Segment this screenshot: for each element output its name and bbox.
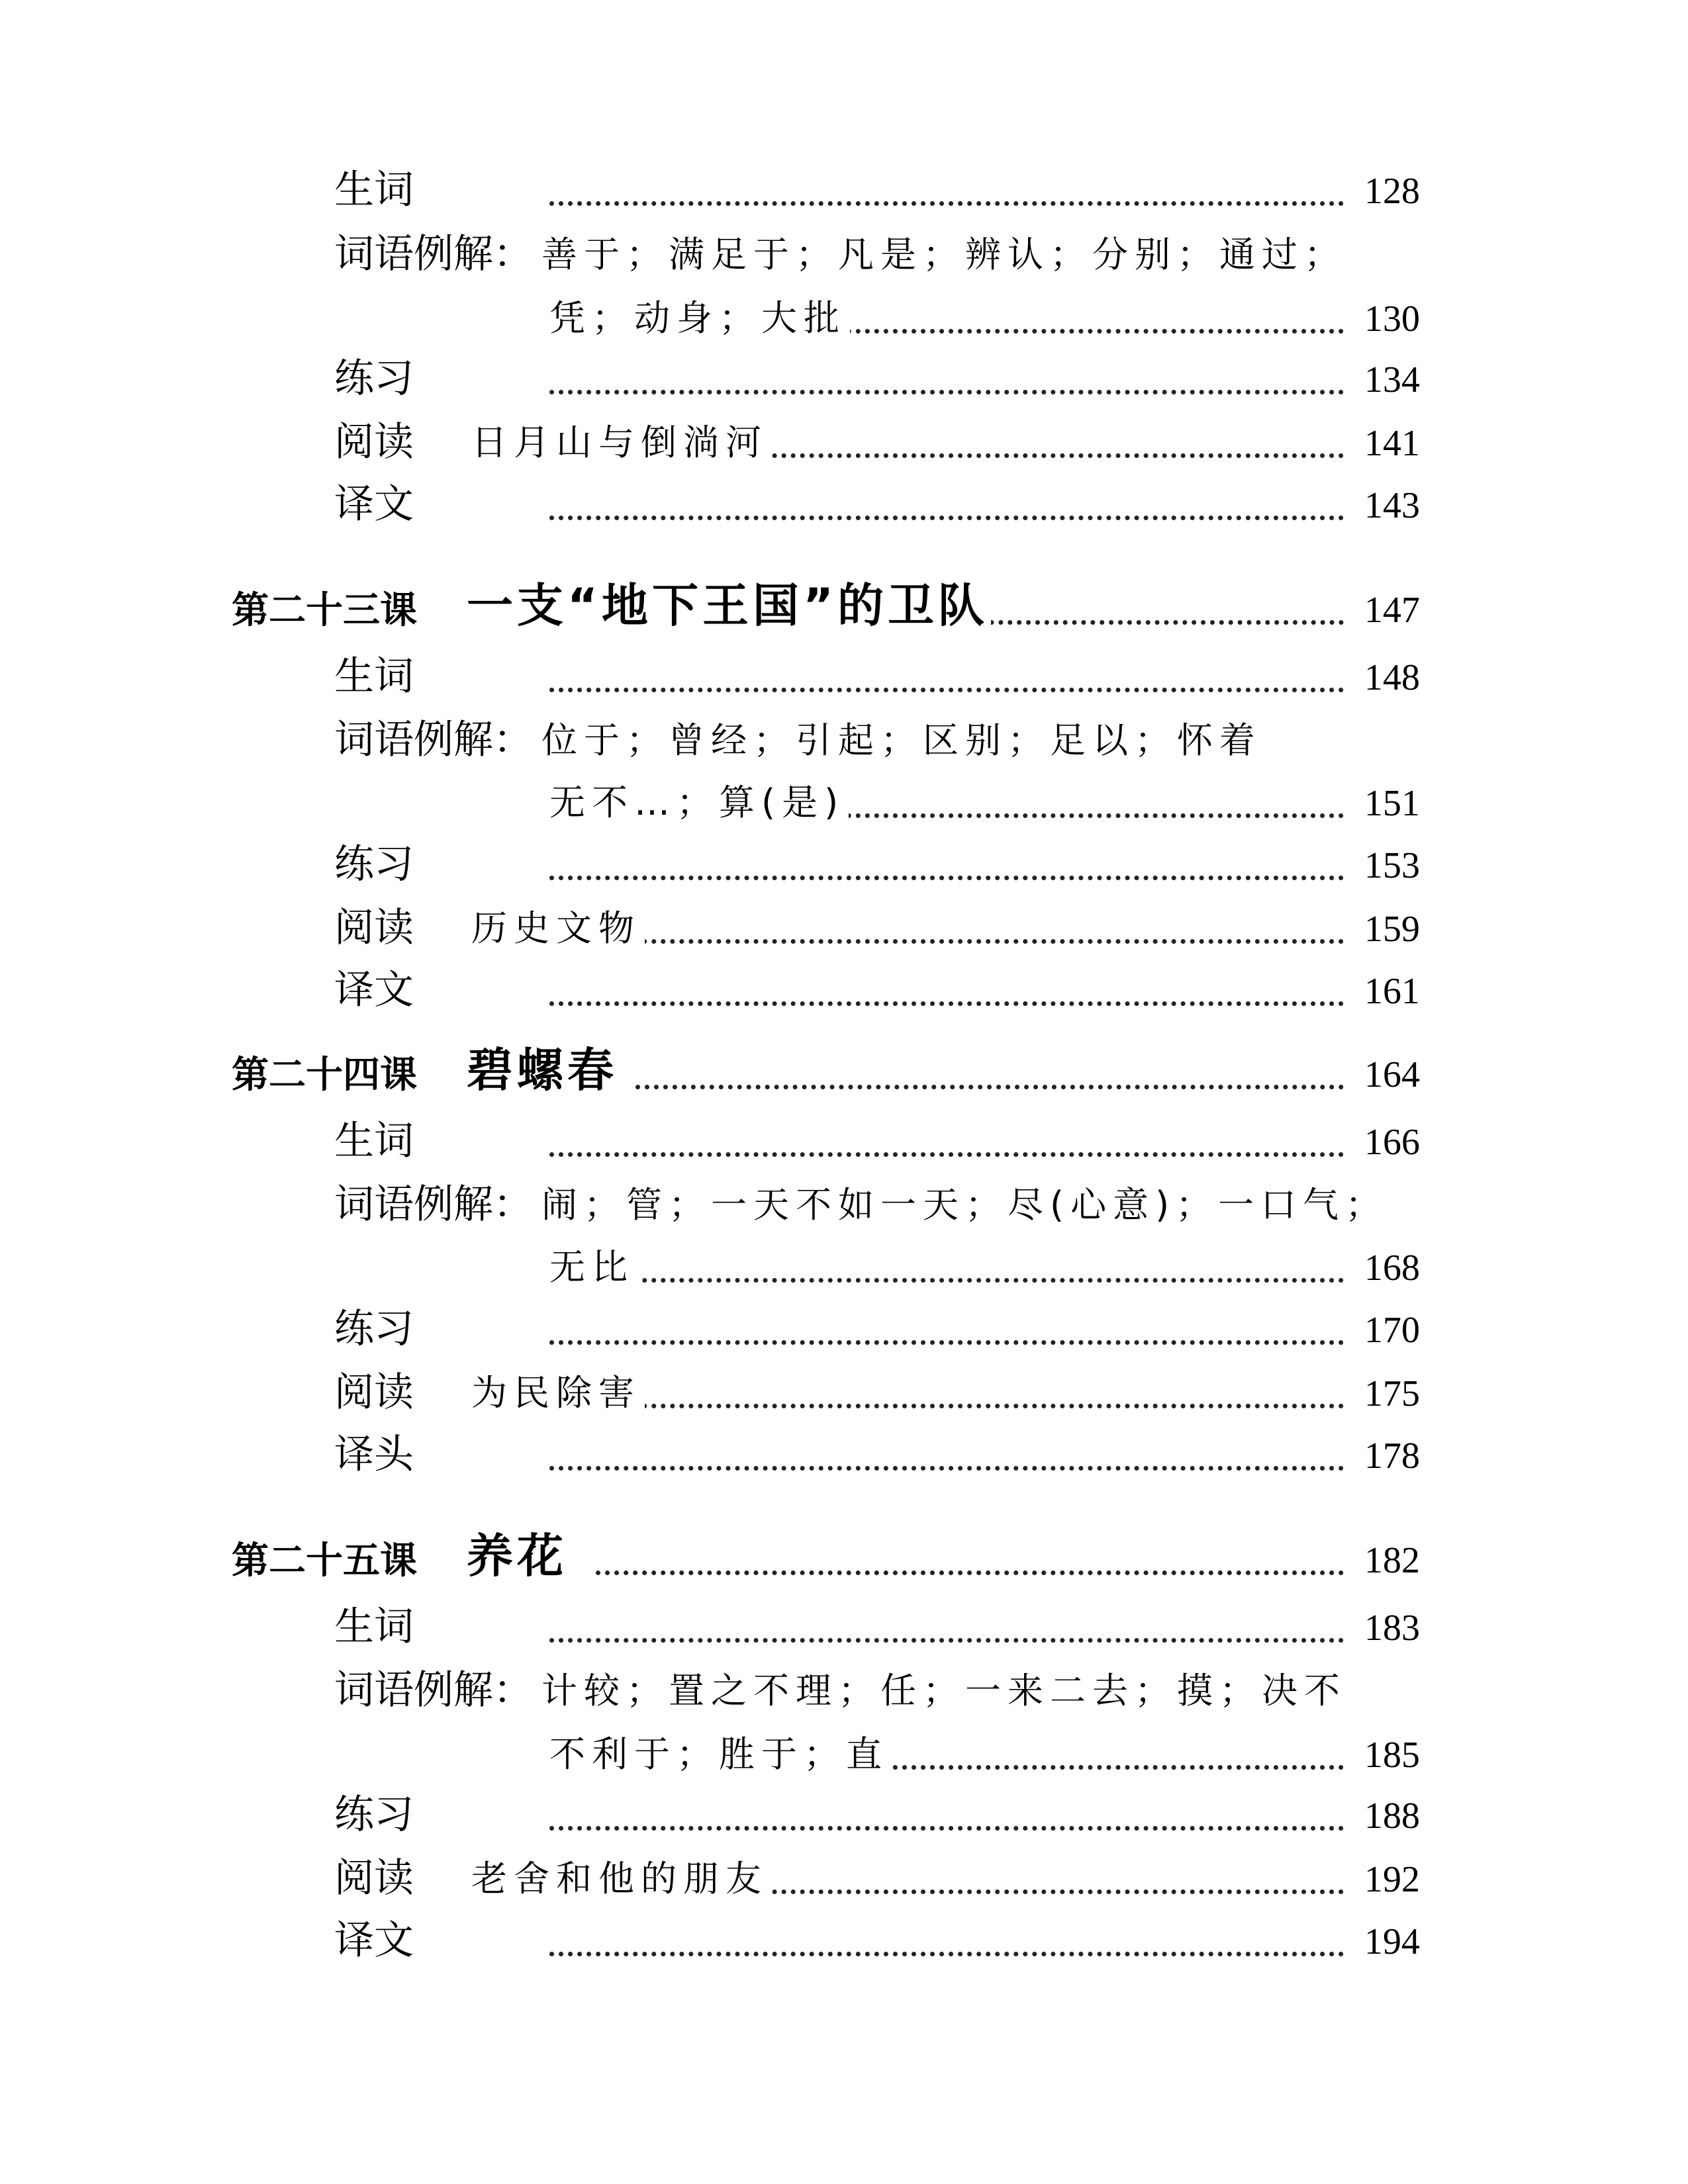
page-number: 185 <box>1364 1735 1420 1776</box>
page-number: 182 <box>1364 1540 1420 1581</box>
toc-entry-vocabulary[interactable] <box>0 149 1688 222</box>
page-number: 178 <box>1364 1435 1420 1477</box>
toc-entry-translation[interactable] <box>0 1414 1688 1486</box>
toc-entry-translation[interactable] <box>0 949 1688 1022</box>
dot-leader <box>549 1638 1344 1643</box>
lesson-title: 一支“地下王国”的卫队 <box>467 582 991 629</box>
entry-text: 老舍和他的朋友 <box>471 1861 772 1897</box>
entry-label: 阅读 <box>334 1855 414 1901</box>
page-number: 170 <box>1364 1310 1420 1351</box>
entry-label: 词语例解： <box>334 231 533 277</box>
entry-text: 无不…；算(是) <box>549 785 849 821</box>
toc-entry-word-examples[interactable] <box>0 213 1688 286</box>
entry-text: 历史文物 <box>471 911 645 946</box>
toc-entry-word-examples[interactable] <box>0 1649 1688 1722</box>
entry-label: 生词 <box>334 653 414 700</box>
page-number: 159 <box>1364 909 1420 950</box>
entry-label: 生词 <box>334 167 414 213</box>
entry-text: 位于；曾经；引起；区别；足以；怀着 <box>541 723 1266 758</box>
dot-leader <box>549 516 1344 520</box>
lesson-title: 碧螺春 <box>467 1047 620 1093</box>
entry-label: 译头 <box>334 1432 414 1478</box>
entry-label: 阅读 <box>334 419 414 465</box>
entry-label: 阅读 <box>334 1369 414 1416</box>
page-number: 128 <box>1364 171 1420 212</box>
dot-leader <box>549 876 1344 880</box>
dot-leader <box>549 939 1344 944</box>
dot-leader <box>549 688 1344 692</box>
entry-text: 为民除害 <box>471 1375 645 1411</box>
page-number: 188 <box>1364 1796 1420 1837</box>
toc-entry-translation[interactable] <box>0 463 1688 536</box>
entry-label: 生词 <box>334 1118 414 1164</box>
entry-text: 无比 <box>549 1250 638 1285</box>
toc-entry-exercises[interactable] <box>0 1288 1688 1361</box>
page-number: 175 <box>1364 1373 1420 1414</box>
dot-leader <box>549 1826 1344 1831</box>
entry-label: 阅读 <box>334 905 414 951</box>
entry-text: 善于；满足于；凡是；辨认；分别；通过； <box>541 237 1350 273</box>
page-number: 151 <box>1364 783 1420 824</box>
entry-label: 译文 <box>334 967 414 1013</box>
dot-leader <box>549 1001 1344 1006</box>
dot-leader <box>549 1404 1344 1408</box>
page-number: 134 <box>1364 359 1420 400</box>
entry-label: 练习 <box>334 355 414 402</box>
dot-leader <box>549 1952 1344 1956</box>
entry-label: 练习 <box>334 1792 414 1838</box>
entry-label: 词语例解： <box>334 1181 533 1228</box>
toc-entry-vocabulary[interactable] <box>0 1586 1688 1659</box>
page-number: 147 <box>1364 590 1420 631</box>
lesson-number: 第二十三课 <box>232 588 417 632</box>
toc-entry-vocabulary[interactable] <box>0 635 1688 708</box>
dot-leader <box>549 1278 1344 1283</box>
entry-label: 生词 <box>334 1604 414 1650</box>
page-number: 194 <box>1364 1921 1420 1962</box>
toc-entry-exercises[interactable] <box>0 823 1688 896</box>
entry-label: 练习 <box>334 841 414 887</box>
page-number: 183 <box>1364 1608 1420 1649</box>
toc-lesson-23[interactable] <box>0 568 1688 641</box>
page-number: 141 <box>1364 423 1420 464</box>
entry-label: 译文 <box>334 481 414 527</box>
page-number: 164 <box>1364 1054 1420 1095</box>
entry-text: 凭；动身；大批 <box>549 300 850 336</box>
dot-leader <box>549 1340 1344 1345</box>
entry-text: 计较；置之不理；任；一来二去；摸；决不 <box>541 1673 1350 1709</box>
entry-text: 不利于；胜于；直 <box>549 1737 892 1772</box>
toc-entry-translation[interactable] <box>0 1899 1688 1972</box>
page-number: 168 <box>1364 1248 1420 1289</box>
dot-leader <box>549 390 1344 394</box>
toc-lesson-24[interactable] <box>0 1032 1688 1105</box>
page-number: 192 <box>1364 1859 1420 1900</box>
dot-leader <box>635 1085 1344 1089</box>
page-number: 153 <box>1364 845 1420 886</box>
page-number: 148 <box>1364 657 1420 698</box>
entry-text: 闹；管；一天不如一天；尽(心意)；一口气； <box>541 1187 1391 1223</box>
page-number: 130 <box>1364 298 1420 340</box>
entry-text: 日月山与倒淌河 <box>471 425 772 461</box>
toc-entry-exercises[interactable] <box>0 338 1688 410</box>
toc-entry-exercises[interactable] <box>0 1774 1688 1846</box>
toc-entry-vocabulary[interactable] <box>0 1100 1688 1173</box>
dot-leader <box>549 201 1344 206</box>
page-number: 166 <box>1364 1122 1420 1163</box>
entry-label: 练习 <box>334 1306 414 1352</box>
dot-leader <box>549 1152 1344 1157</box>
page-number: 143 <box>1364 485 1420 526</box>
entry-label: 词语例解： <box>334 1667 533 1713</box>
lesson-number: 第二十五课 <box>232 1539 417 1582</box>
dot-leader <box>549 1466 1344 1471</box>
lesson-title: 养花 <box>467 1533 570 1579</box>
entry-label: 词语例解： <box>334 717 533 763</box>
lesson-number: 第二十四课 <box>232 1053 417 1097</box>
page-number: 161 <box>1364 971 1420 1012</box>
entry-label: 译文 <box>334 1917 414 1964</box>
dot-leader <box>596 1570 1344 1575</box>
toc-lesson-25[interactable] <box>0 1518 1688 1591</box>
